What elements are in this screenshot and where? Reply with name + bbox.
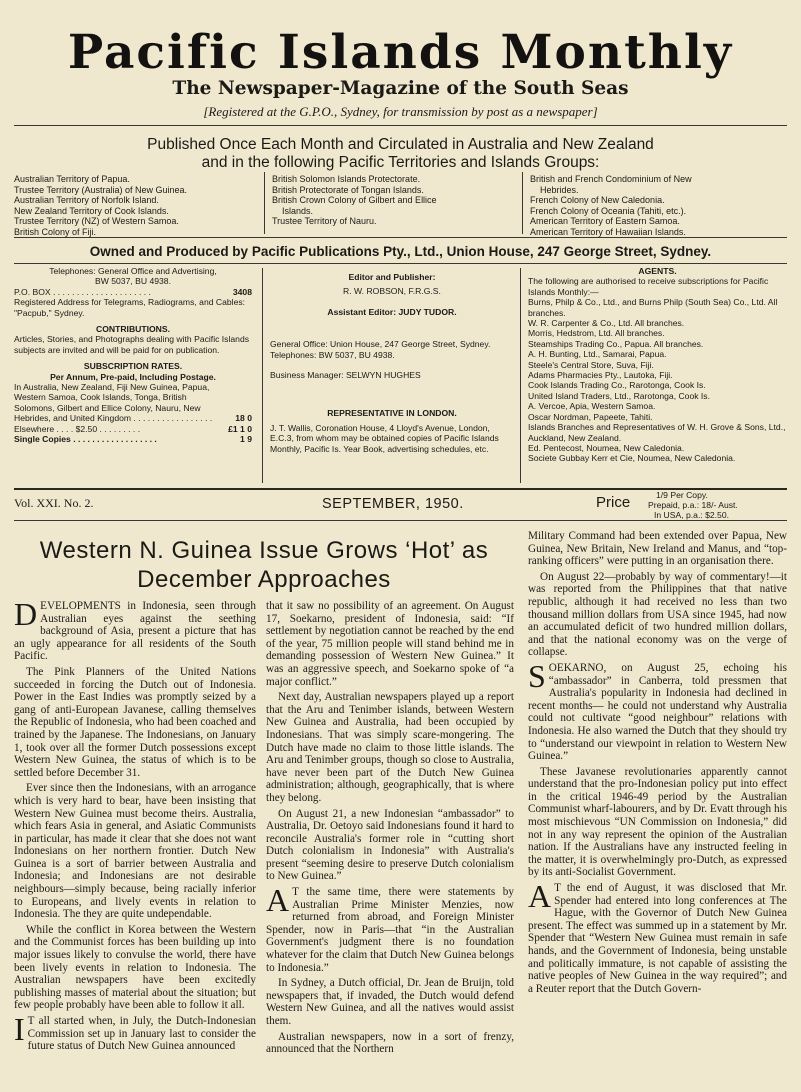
publication-info [14, 266, 252, 445]
agents-intro: The following are authorised to receive subscriptions for Pacific Islands Monthly:— [528, 276, 769, 297]
agent-item: Cook Islands Trading Co., Rarotonga, Cook Is. [528, 380, 706, 391]
article-paragraph: that it saw no possibility of an agreement. On August 17, Soekarno, president of Indonesia, said: “If settlement by negotiation cannot be reached by the end of the year, 75 million people will stand behind me in demanding possession of Western New Guinea.” It was an aggressive speech, and Soekarno spoke of “a major conflict.” [266, 600, 514, 688]
agent-item: A. H. Bunting, Ltd., Samarai, Papua. [528, 349, 667, 360]
elsewhere-value: £1 1 0 [228, 423, 252, 434]
article-paragraph: In Sydney, a Dutch official, Dr. Jean de Bruijn, told newspapers that, if invaded, the Dutch would defend Western New Guinea, and all the natives would assist them. [266, 977, 514, 1027]
price-label: Price [596, 494, 631, 511]
territory-item: Trustee Territory (Australia) of New Guinea. [14, 184, 188, 195]
price-australia: Prepaid, p.a.: 18/- Aust. [648, 500, 738, 510]
agent-item: Adams Pharmacies Pty., Lautoka, Fiji. [528, 370, 673, 381]
territory-item: British and French Condominium of New [530, 174, 692, 184]
territory-item: French Colony of New Caledonia. [530, 195, 665, 206]
territory-item: Hebrides. [530, 184, 579, 195]
agent-item: Steamships Trading Co., Papua. All branches. [528, 338, 704, 349]
territory-item: British Protectorate of Tongan Islands. [272, 184, 424, 195]
territories-col-3 [530, 174, 787, 238]
masthead-subtitle: The Newspaper-Magazine of the South Seas [172, 78, 629, 99]
territory-item: French Colony of Oceania (Tahiti, etc.). [530, 205, 687, 216]
po-box-label: P.O. BOX . . . . . . . . . . . . . . . . . . . . . [14, 286, 151, 297]
agent-item: Burns, Philp & Co., Ltd., and Burns Philp (South Sea) Co., Ltd. All branches. [528, 297, 778, 318]
article-paragraph: AT the end of August, it was disclosed that Mr. Spender had entered into long conferences at The Hague, with the Governor of Dutch New Guinea present. The effect was summed up in a statement by Mr. Spender that “Western New Guinea must remain in safe hands, and the Government of Indonesia, being unstable and politically immature, is not capable of assisting the native peoples of New Guinea in the way required”; and a Reuter report that the Dutch Govern- [528, 878, 787, 995]
article-paragraph: Australian newspapers, now in a sort of frenzy, announced that the Northern [266, 1030, 514, 1056]
price-per-copy: 1/9 Per Copy. [656, 490, 708, 500]
territory-item: British Colony of Fiji. [14, 226, 97, 237]
article-column-2 [266, 600, 514, 1059]
published-statement [0, 136, 801, 172]
agents-info [528, 266, 787, 464]
territory-item: Australian Territory of Norfolk Island. [14, 195, 159, 206]
territory-item: Trustee Territory of Nauru. [272, 216, 377, 227]
published-line-1: Published Once Each Month and Circulated in Australia and New Zealand [147, 136, 654, 153]
elsewhere-row [14, 424, 252, 434]
divider [14, 125, 787, 126]
headline-line-2: December Approaches [137, 566, 391, 593]
published-line-2: and in the following Pacific Territories and Islands Groups: [201, 154, 600, 171]
registration-note: [Registered at the G.P.O., Sydney, for transmission by post as a newspaper] [203, 104, 598, 119]
article-paragraph: Ever since then the Indonesians, with an arrogance which is very hard to bear, have been insisting that Western New Guinea must become theirs. Australia, which fears Asia in general, and Asiatic Communists in particular, has made it clear that she does not want Indonesians on her northern frontier. Dutch New Guinea is a sort of barrier between Australia and Indonesia; and Indonesians are not desirable neighbours—simply because, being racially inferior to Europeans, and lively events in relation to Indonesia. The they are quite undependable. [14, 782, 256, 921]
info-divider [262, 268, 263, 483]
agents-heading: AGENTS. [638, 266, 677, 276]
london-representative: J. T. Wallis, Coronation House, 4 Lloyd's Avenue, London, E.C.3, from whom may be obtained copies of Pacific Islands Monthly, Pacific Is. Year Book, advertising schedules, etc. [270, 422, 499, 454]
single-copies-value: 1 9 [240, 434, 252, 445]
business-manager: Business Manager: SELWYN HUGHES [270, 370, 421, 381]
subscription-heading: SUBSCRIPTION RATES. [83, 361, 183, 372]
editorial-info [270, 266, 514, 454]
price-usa: In USA, p.a.: $2.50. [654, 510, 730, 520]
po-box-row [14, 287, 252, 297]
territory-item: Trustee Territory (NZ) of Western Samoa. [14, 216, 179, 227]
territory-item: Islands. [272, 205, 314, 216]
telephones-line: Telephones: General Office and Advertising, [49, 266, 217, 276]
agent-item: Islands Branches and Representatives of W. H. Grove & Sons, Ltd., Auckland, New Zealand. [528, 422, 786, 443]
article-paragraph: On August 21, a new Indonesian “ambassador” to Australia, Dr. Oetoyo said Indonesians found it hard to reconcile Australia's former role in “cutting short Dutch colonialism in Indonesia” with Australia's present “seeming desire to preserve Dutch colonialism to New Guinea.” [266, 807, 514, 883]
article-paragraph: These Javanese revolutionaries apparently cannot understand that the pro-Indonesian policy put into effect in the critical 1946-49 period by the Australian Communist wharf-labourers, and by Dr. Evatt through his most mischievous “UN Commission on Indonesia,” did not in any way represent the opinion of the Australian nation. If the Australians have any instructed feeling in the matter, it is overwhelmingly pro-Dutch, as expressed by its anti-Socialist Government. [528, 765, 787, 879]
territory-item: British Solomon Islands Protectorate. [272, 174, 421, 184]
territory-item: American Territory of Eastern Samoa. [530, 216, 680, 227]
london-heading: REPRESENTATIVE IN LONDON. [327, 408, 457, 419]
subscription-row [14, 382, 252, 424]
subscription-text: In Australia, New Zealand, Fiji New Guinea, Papua, Western Samoa, Cook Islands, Tonga, British Solomons, Gilbert and Ellice Colony, Nauru, New Hebrides, and United Kingdom . . . . . . . . . . . . . . . . . [14, 382, 213, 424]
telephones-numbers: BW 5037, BU 4938. [95, 276, 171, 287]
territories-divider [522, 172, 523, 234]
agent-item: Ed. Pentecost, Noumea, New Caledonia. [528, 442, 685, 453]
article-paragraph: On August 22—probably by way of commentary!—it was reported from the Philippines that that native republic, although it had received no less than two thousand million dollars from USA since 1945, had now an accumulated deficit of two hundred million dollars, and that the national economy was on the verge of collapse. [528, 570, 787, 659]
article-paragraph: DEVELOPMENTS in Indonesia, seen through Australian eyes against the seething background of Asia, present a picture that has an ugly appearance for all residents of the South Pacific. [14, 596, 256, 663]
article-column-1 [14, 596, 256, 1056]
agent-item: W. R. Carpenter & Co., Ltd. All branches. [528, 318, 685, 329]
general-office: General Office: Union House, 247 George Street, Sydney. Telephones: BW 5037, BU 4938. [270, 339, 491, 360]
article-paragraph: The Pink Planners of the United Nations succeeded in forcing the Dutch out of Indonesia. Power in the East Indies was promptly seized by a gang of anti-European Javanese, calling themselves the Republic of Indonesia, who had been coached and trained by the Japanese. The Indonesians, on January 1, took over all the former Dutch possessions except Western New Guinea, the status of which is to be settled before December 31. [14, 665, 256, 779]
article-paragraph: IT all started when, in July, the Dutch-Indonesian Commission set up in January last to consider the future status of Dutch New Guinea announced [14, 1011, 256, 1053]
territory-item: American Territory of Hawaiian Islands. [530, 226, 686, 237]
article-headline [14, 536, 514, 594]
territory-item: New Zealand Territory of Cook Islands. [14, 205, 169, 216]
article-paragraph: Next day, Australian newspapers played up a report that the Aru and Tenimber islands, between Western New Guinea and Australia, had been occupied by Indonesians. That was simply scare-mongering. The Dutch have made no claim to those little islands. The Aru and Tenimber groups, though so close to Australia, have never been part of the Dutch New Guinea administration; although, geographically, that is where they belong. [266, 691, 514, 804]
single-copies-row [14, 434, 252, 444]
article-column-3 [528, 530, 787, 998]
single-copies-label: Single Copies . . . . . . . . . . . . . . . . . . [14, 434, 157, 445]
agent-item: Oscar Nordman, Papeete, Tahiti. [528, 411, 653, 422]
divider [14, 263, 787, 264]
subscription-value: 18 0 [235, 413, 252, 424]
contributions-text: Articles, Stories, and Photographs dealing with Pacific Islands subjects are invited and will be paid for on publication. [14, 334, 250, 355]
masthead-title: Pacific Islands Monthly [67, 25, 734, 80]
territory-item: Australian Territory of Papua. [14, 174, 130, 184]
editor-heading: Editor and Publisher: [348, 272, 436, 282]
territory-item: British Crown Colony of Gilbert and Ellice [272, 195, 437, 206]
subscription-subheading: Per Annum, Pre-paid, Including Postage. [50, 371, 216, 382]
agent-item: United Island Traders, Ltd., Rarotonga, Cook Is. [528, 390, 710, 401]
agent-item: Morris, Hedstrom, Ltd. All branches. [528, 328, 665, 339]
territories-divider [264, 172, 265, 234]
volume-number: Vol. XXI. No. 2. [14, 496, 94, 510]
article-paragraph: AT the same time, there were statements by Australian Prime Minister Menzies, now returned from abroad, and Foreign Minister Spender, now in Paris—that “in the Australian Government's judgment there is no foundation whatever for the claim that Dutch New Guinea belongs to Indonesia.” [266, 882, 514, 974]
agent-item: A. Vercoe, Apia, Western Samoa. [528, 401, 656, 412]
issue-date: SEPTEMBER, 1950. [322, 496, 464, 512]
article-paragraph: While the conflict in Korea between the Western and the Communist forces has been building up into major issues likely to convulse the world, there have been lively events in relation to Indonesia. The Australian newspapers have been excitedly publishing masses of material about the situation; but few people probably have been able to follow it all. [14, 923, 256, 1012]
info-divider [520, 268, 521, 483]
editor-name: R. W. ROBSON, F.R.G.S. [343, 286, 441, 297]
agent-item: Steele's Central Store, Suva, Fiji. [528, 359, 654, 370]
agent-item: Societe Gubbay Kerr et Cie, Noumea, New Caledonia. [528, 453, 736, 464]
registered-address: Registered Address for Telegrams, Radiograms, and Cables: "Pacpub," Sydney. [14, 297, 246, 318]
price-details [648, 490, 738, 520]
territories-col-1 [14, 174, 254, 238]
elsewhere-label: Elsewhere . . . . $2.50 . . . . . . . . . [14, 423, 141, 434]
po-box-value: 3408 [232, 286, 252, 297]
ownership-line: Owned and Produced by Pacific Publications Pty., Ltd., Union House, 247 George Street, Sydney. [89, 244, 712, 259]
divider [14, 520, 787, 521]
article-paragraph: SOEKARNO, on August 25, echoing his “ambassador” in Canberra, told pressmen that Australia's popularity in Indonesia had declined in recent months— he could not understand why Australia could not cultivate “good neighbour” relations with Indonesia. He also warned the Dutch that they should try to “understand our viewpoint in relation to Western New Guinea.” [528, 657, 787, 763]
divider [14, 237, 787, 238]
contributions-heading: CONTRIBUTIONS. [96, 324, 170, 335]
article-paragraph: Military Command had been extended over Papua, New Guinea, New Britain, New Ireland and Manus, and “top-ranking officers” were putting in an organisation there. [528, 530, 787, 568]
assistant-editor: Assistant Editor: JUDY TUDOR. [327, 306, 457, 317]
headline-line-1: Western N. Guinea Issue Grows ‘Hot’ as [39, 537, 489, 564]
territories-col-2 [272, 174, 517, 227]
